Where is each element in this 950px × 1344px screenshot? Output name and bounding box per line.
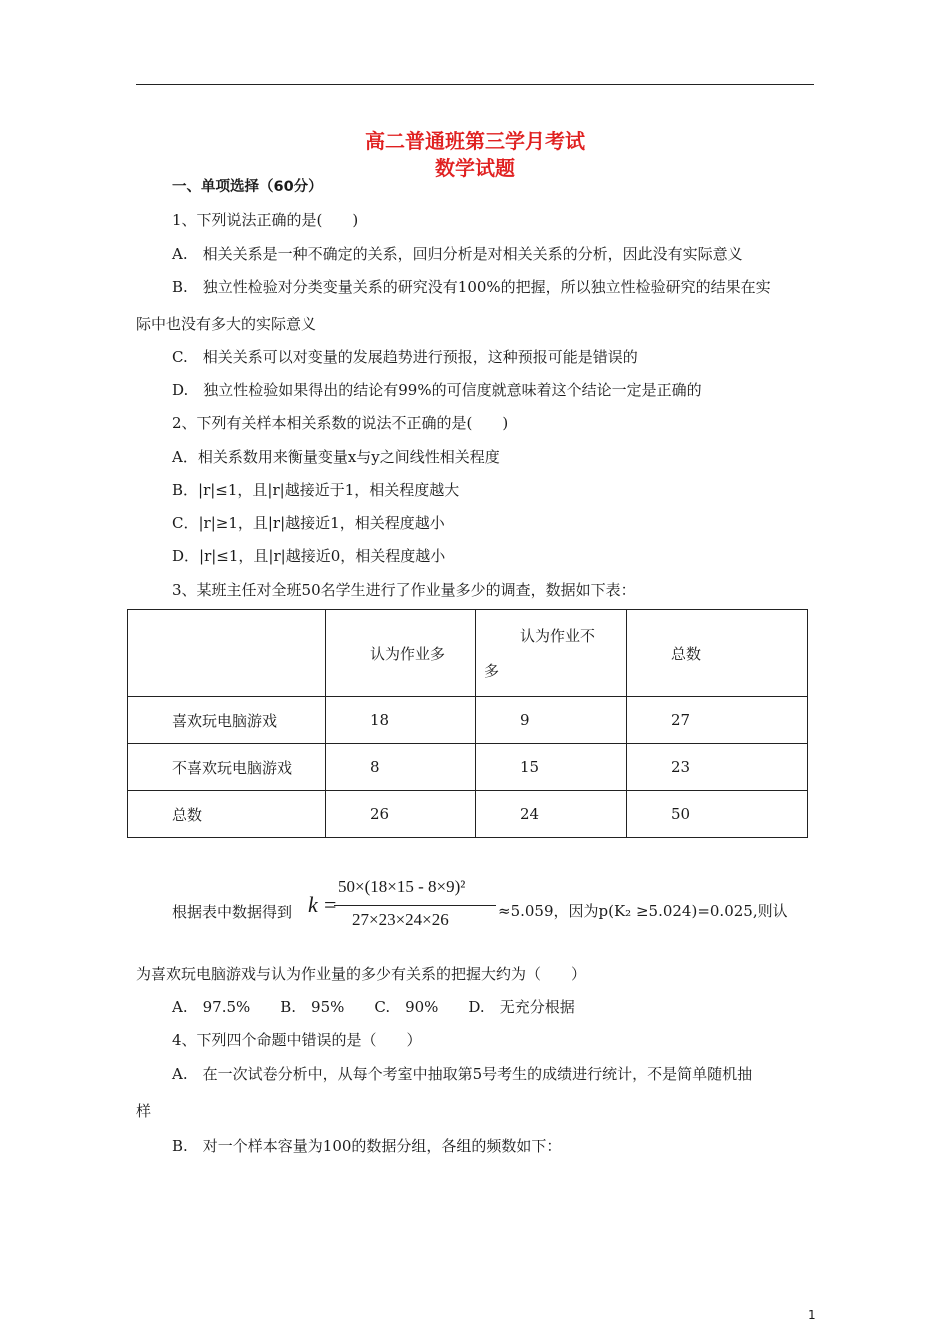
subject-title: 数学试题: [435, 156, 515, 180]
q4-stem: 4、下列四个命题中错误的是（ ）: [172, 1031, 422, 1049]
q3-options: A. 97.5% B. 95% C. 90% D. 无充分根据: [172, 998, 575, 1016]
q3-result-text: ≈5.059，因为p(K₂ ≥5.024)=0.025,则认: [498, 902, 788, 920]
table-header-row: [128, 610, 808, 697]
table-cell: 26: [326, 791, 476, 838]
section-heading: 一、单项选择（60分）: [172, 179, 323, 195]
q2-option-d: D．|r|≤1，且|r|越接近0，相关程度越小: [172, 547, 446, 565]
q2-option-c: C．|r|≥1，且|r|越接近1，相关程度越小: [172, 514, 445, 532]
page-number: 1: [808, 1308, 816, 1322]
table-cell: 认为作业多: [326, 610, 476, 697]
table-cell: 总数: [627, 610, 808, 697]
q3-stem: 3、某班主任对全班50名学生进行了作业量多少的调查，数据如下表：: [172, 581, 636, 599]
table-row: [128, 744, 808, 791]
q3-lead-text: 根据表中数据得到: [172, 903, 293, 921]
fraction-bar: [334, 905, 496, 906]
table-cell: 不喜欢玩电脑游戏: [128, 744, 326, 791]
q3-question-cont: 为喜欢玩电脑游戏与认为作业量的多少有关系的把握大约为（ ）: [136, 965, 587, 983]
header-rule: [136, 84, 814, 85]
table-cell: 认为作业不 多: [476, 610, 627, 697]
table-cell: [128, 610, 326, 697]
q2-stem: 2、下列有关样本相关系数的说法不正确的是( ): [172, 414, 509, 432]
q4-option-a: A. 在一次试卷分析中，从每个考室中抽取第5号考生的成绩进行统计，不是简单随机抽: [172, 1065, 753, 1083]
table-cell: 喜欢玩电脑游戏: [128, 697, 326, 744]
formula-k: k: [308, 892, 318, 917]
table-cell: 50: [627, 791, 808, 838]
formula-equals: =: [324, 892, 337, 917]
table-row: [128, 697, 808, 744]
table-cell: 24: [476, 791, 627, 838]
q1-option-c: C. 相关关系可以对变量的发展趋势进行预报，这种预报可能是错误的: [172, 348, 638, 366]
q2-option-b: B．|r|≤1，且|r|越接近于1，相关程度越大: [172, 481, 460, 499]
formula-denominator: 27×23×24×26: [352, 910, 449, 929]
survey-table: [127, 609, 808, 838]
q1-stem: 1、下列说法正确的是( ): [172, 211, 359, 229]
formula-numerator: 50×(18×15 - 8×9)²: [338, 877, 466, 896]
q4-option-a-cont: 样: [136, 1102, 152, 1120]
q1-option-d: D. 独立性检验如果得出的结论有99%的可信度就意味着这个结论一定是正确的: [172, 381, 702, 399]
q1-option-b-cont: 际中也没有多大的实际意义: [136, 315, 317, 333]
table-cell: 9: [476, 697, 627, 744]
q1-option-b: B. 独立性检验对分类变量关系的研究没有100%的把握，所以独立性检验研究的结果在实: [172, 278, 771, 296]
q2-option-a: A．相关系数用来衡量变量x与y之间线性相关程度: [172, 448, 500, 466]
exam-title: 高二普通班第三学月考试: [365, 129, 585, 153]
table-cell: 15: [476, 744, 627, 791]
q1-option-a: A. 相关关系是一种不确定的关系，回归分析是对相关关系的分析，因此没有实际意义: [172, 245, 743, 263]
q4-option-b: B. 对一个样本容量为100的数据分组，各组的频数如下：: [172, 1137, 562, 1155]
table-cell: 总数: [128, 791, 326, 838]
table-row: [128, 791, 808, 838]
table-cell: 27: [627, 697, 808, 744]
table-cell: 23: [627, 744, 808, 791]
table-cell: 8: [326, 744, 476, 791]
table-cell: 18: [326, 697, 476, 744]
